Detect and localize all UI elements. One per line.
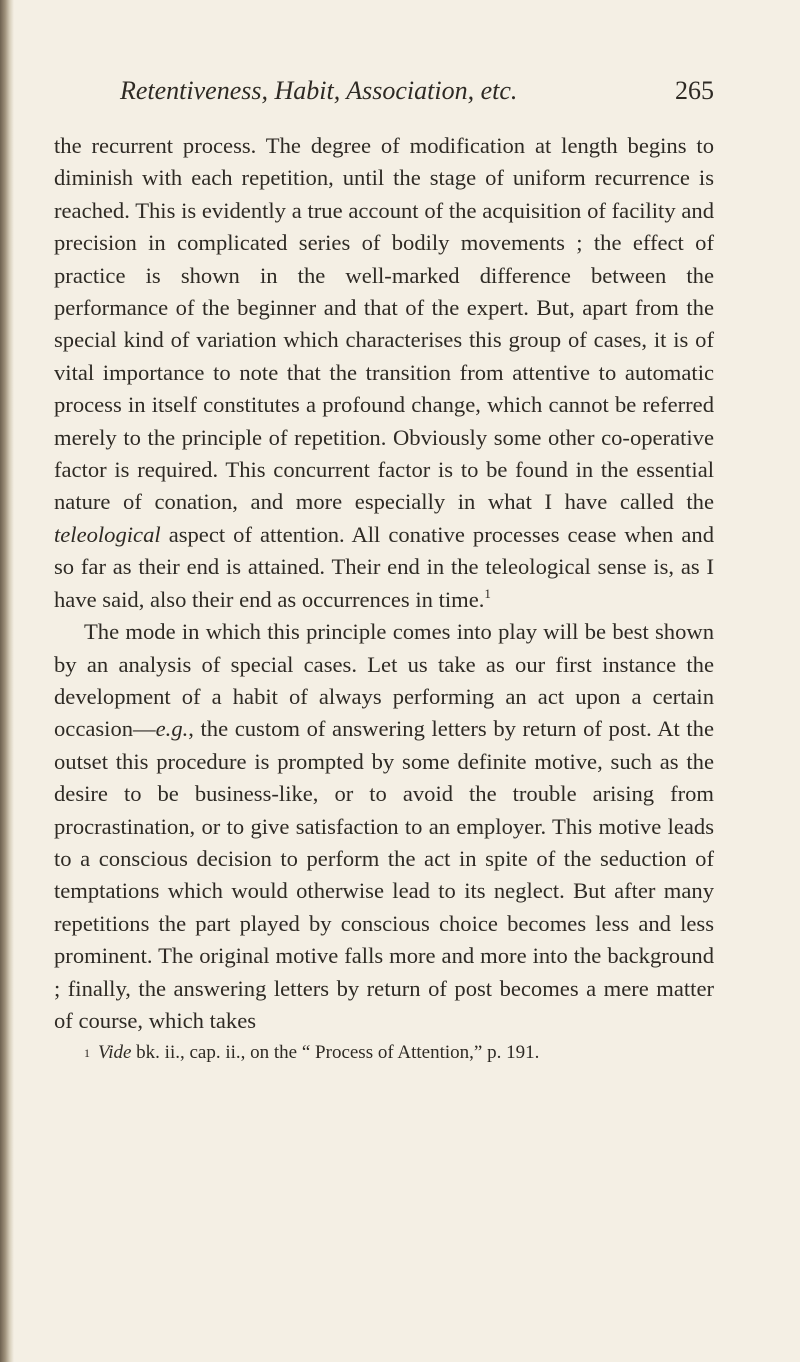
running-title: Retentiveness, Habit, Association, etc. xyxy=(120,76,518,105)
paragraph-2: The mode in which this principle comes into play will be best shown by an analysis of special cases. Let us take as our first instance the development of a habit of always performing an act upon a certain occasion—e.g., the custom of answering letters by return of post. At the outset this procedure is prompted by some definite motive, such as the desire to be business-like, or to avoid the trouble arising from procrastination, or to give satisfaction to an employer. This motive leads to a conscious decision to perform the act in spite of the seduction of temptations which would otherwise lead to its neglect. But after many repetitions the part played by conscious choice becomes less and less prominent. The original motive falls more and more into the background ; finally, the answering letters by return of post becomes a mere matter of course, which takes xyxy=(54,619,714,1033)
book-spine-shadow xyxy=(0,0,14,1362)
footnote-text: bk. ii., cap. ii., on the “ Process of Attention,” p. 191. xyxy=(131,1042,540,1064)
footnote xyxy=(84,1041,714,1065)
italic-term-eg: e.g. xyxy=(155,716,189,742)
footnote-marker: 1 xyxy=(84,1046,90,1061)
footnote-reference: 1 xyxy=(484,585,491,601)
paragraph-1: the recurrent process. The degree of modification at length begins to diminish with each repetition, until the stage of uniform recurrence is reached. This is evidently a true account of the acquisition of facility and precision in complicated series of bodily movements ; the effect of practice is shown in the well-marked difference between the performance of the beginner and that of the expert. But, apart from the special kind of variation which characterises this group of cases, it is of vital importance to note that the transition from attentive to automatic process in itself constitutes a profound change, which cannot be referred merely to the principle of repetition. Obviously some other co-operative factor is required. This concurrent factor is to be found in the essential nature of conation, and more especially in what I have called the teleological aspect of attention. All conative processes cease when and so far as their end is attained. Their end in the teleological sense is, as I have said, also their end as occurrences in time.$^1$ xyxy=(54,133,714,612)
book-page xyxy=(54,76,714,1065)
running-header xyxy=(120,76,714,120)
italic-term-teleological: teleological xyxy=(54,521,161,547)
page-number: 265 xyxy=(675,76,714,105)
footnote-italic: Vide xyxy=(98,1042,132,1064)
body-text xyxy=(54,130,714,1037)
